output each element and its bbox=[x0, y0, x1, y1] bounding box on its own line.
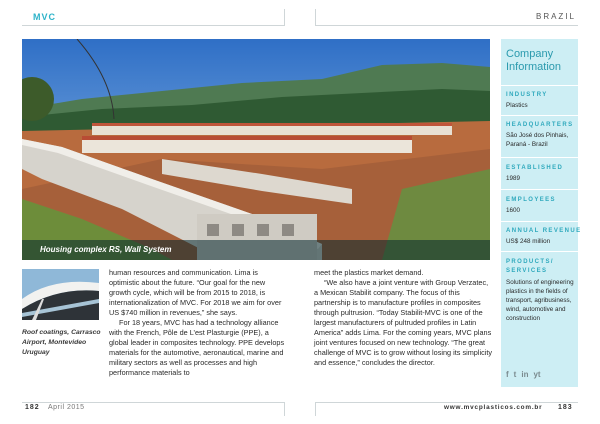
annual-revenue-label: ANNUAL REVENUE bbox=[506, 228, 582, 234]
article-paragraph: “We also have a joint venture with Group Verzatec, a Mexican Stabilit company. The focus of this partnership is to manufacture profiles in composites through pultrusion. “Today Stabilit-MVC is one of the largest manufacturers of pultruded profiles in Latin America” adds Lima. For the coming years, MVC plans joint ventures focused on new technology. “The great challenge of MVC is to grow without losing its simplicity and essence,” concludes the director. bbox=[314, 278, 493, 367]
sidebar-employees bbox=[501, 189, 578, 221]
sidebar-annual-revenue bbox=[501, 221, 582, 251]
article-paragraph: human resources and communication. Lima is optimistic about the future. “Our goal for the new growth cycle, which will be from 2015 to 2018, is internationalization of MVC. For 2018 we aim for over US $740 million in revenues,” she says. bbox=[109, 268, 282, 317]
page-number-left: 182 bbox=[25, 404, 40, 411]
brand-name: MVC bbox=[33, 12, 56, 22]
article-paragraph: meet the plastics market demand. bbox=[314, 268, 424, 277]
industry-value: Plastics bbox=[506, 102, 528, 109]
page-number-right: 183 bbox=[558, 404, 573, 411]
annual-revenue-value: US$ 248 million bbox=[506, 238, 551, 245]
housing-complex-photo bbox=[22, 39, 490, 260]
facebook-icon[interactable]: f bbox=[506, 370, 509, 379]
header-left-frame bbox=[22, 9, 285, 26]
headquarters-value: São José dos Pinhais, Paraná - Brazil bbox=[506, 132, 569, 148]
social-icons bbox=[506, 370, 541, 379]
youtube-icon[interactable]: yt bbox=[533, 370, 541, 379]
photo-caption: Housing complex RS, Wall System bbox=[40, 245, 172, 254]
employees-label: EMPLOYEES bbox=[506, 197, 556, 203]
products-services-label: PRODUCTS/ SERVICES bbox=[506, 259, 554, 274]
small-photo-caption: Roof coatings, Carrasco Airport, Montevideo Uruguay bbox=[22, 329, 101, 356]
website-url[interactable]: www.mvcplasticos.com.br bbox=[444, 404, 543, 411]
headquarters-label: HEADQUARTERS bbox=[506, 122, 574, 128]
sidebar-established bbox=[501, 157, 578, 189]
sidebar-industry bbox=[501, 85, 578, 115]
airport-roof-photo bbox=[22, 269, 99, 320]
article-paragraph: For 18 years, MVC has had a technology alliance with the French, Pôle de L’est Plasturgie (PPE), a global leader in composites technology. PPE develops materials for the automotive, aeronautical, marine and military sectors as well as processes and high performance materials to bbox=[109, 318, 285, 377]
products-services-value: Solutions of engineering plastics in the fields of transport, agribusiness, wind, automotive and construction bbox=[506, 279, 574, 322]
company-info-sidebar bbox=[501, 39, 582, 387]
sidebar-title: Company Information bbox=[506, 48, 562, 73]
sidebar-products-services bbox=[501, 251, 578, 361]
twitter-icon[interactable]: t bbox=[513, 370, 517, 379]
established-value: 1989 bbox=[506, 175, 521, 182]
industry-label: INDUSTRY bbox=[506, 92, 548, 98]
article-column-1 bbox=[109, 268, 285, 378]
linkedin-icon[interactable]: in bbox=[521, 370, 529, 379]
established-label: ESTABLISHED bbox=[506, 165, 564, 171]
employees-value: 1600 bbox=[506, 207, 521, 214]
country-label: BRAZIL bbox=[535, 12, 576, 21]
issue-date: April 2015 bbox=[48, 404, 85, 411]
sidebar-headquarters bbox=[501, 115, 578, 157]
photo-caption-bar bbox=[22, 240, 490, 260]
article-column-2 bbox=[314, 268, 494, 368]
